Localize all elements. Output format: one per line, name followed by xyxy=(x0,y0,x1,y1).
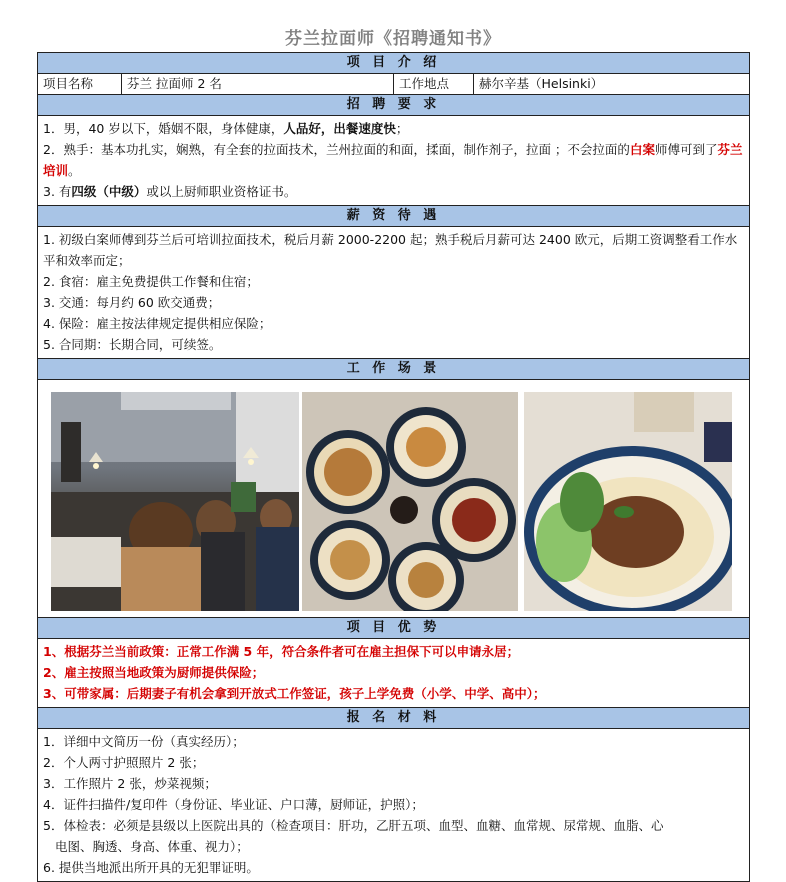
recruitment-notice xyxy=(37,52,750,882)
advantage-item: 2、雇主按照当地政策为厨师提供保险； xyxy=(43,665,265,680)
material-item: 4．证件扫描件/复印件（身份证、毕业证、户口薄，厨师证，护照）； xyxy=(43,797,424,812)
recruit-requirements xyxy=(38,116,749,206)
salary-item: 4. 保险：雇主按法律规定提供相应保险； xyxy=(43,316,272,331)
project-name-value: 芬兰 拉面师 2 名 xyxy=(122,74,394,94)
material-item: 1．详细中文简历一份（真实经历）； xyxy=(43,734,245,749)
section-header-salary: 薪 资 待 遇 xyxy=(38,206,749,227)
requirement-3: 3. 有四级（中级）或以上厨师职业资格证书。 xyxy=(43,184,297,199)
beef-noodle-bowl-photo xyxy=(524,392,732,611)
section-header-recruit: 招 聘 要 求 xyxy=(38,95,749,116)
project-advantages xyxy=(38,639,749,708)
work-scene-photos xyxy=(38,380,749,618)
work-location-label: 工作地点 xyxy=(394,74,474,94)
advantage-item: 3、可带家属：后期妻子有机会拿到开放式工作签证，孩子上学免费（小学、中学、高中）； xyxy=(43,686,546,701)
page-title: 芬兰拉面师《招聘通知书》 xyxy=(285,29,501,49)
section-header-intro: 项 目 介 绍 xyxy=(38,53,749,74)
salary-item: 1. 初级白案师傅到芬兰后可培训拉面技术，税后月薪 2000-2200 起；熟手税后月薪可达 2400 欧元，后期工资调整看工作水平和效率而定； xyxy=(43,232,738,268)
material-item: 3．工作照片 2 张，炒菜视频； xyxy=(43,776,217,791)
salary-benefits xyxy=(38,227,749,359)
restaurant-interior-photo xyxy=(51,392,299,611)
material-item: 2．个人两寸护照照片 2 张； xyxy=(43,755,205,770)
salary-item: 3. 交通：每月约 60 欧交通费； xyxy=(43,295,221,310)
requirement-2: 2．熟手：基本功扎实，娴熟，有全套的拉面技术，兰州拉面的和面，揉面，制作剂子，拉面 ；不会拉面的白案师傅可到了芬兰培训。 xyxy=(43,142,743,178)
requirement-1: 1．男，40 岁以下，婚姻不限，身体健康，人品好，出餐速度快； xyxy=(43,121,409,136)
noodle-dishes-photo xyxy=(302,392,518,611)
material-item: 6. 提供当地派出所开具的无犯罪证明。 xyxy=(43,860,259,875)
material-item: 5．体检表：必须是县级以上医院出具的（检查项目：肝功，乙肝五项、血型、血糖、血常规、尿常规、血脂、心 xyxy=(43,818,664,833)
advantage-item: 1、根据芬兰当前政策：正常工作满 5 年，符合条件者可在雇主担保下可以申请永居； xyxy=(43,644,520,659)
section-header-advantages: 项 目 优 势 xyxy=(38,618,749,639)
project-info-row xyxy=(38,74,749,95)
work-location-value: 赫尔辛基（Helsinki） xyxy=(479,76,604,91)
project-name-label: 项目名称 xyxy=(38,74,122,94)
section-header-materials: 报 名 材 料 xyxy=(38,708,749,729)
salary-item: 5. 合同期：长期合同，可续签。 xyxy=(43,337,222,352)
application-materials xyxy=(38,729,749,881)
section-header-scene: 工 作 场 景 xyxy=(38,359,749,380)
material-item-continued: 电图、胸透、身高、体重、视力）； xyxy=(55,839,249,854)
salary-item: 2. 食宿：雇主免费提供工作餐和住宿； xyxy=(43,274,259,289)
